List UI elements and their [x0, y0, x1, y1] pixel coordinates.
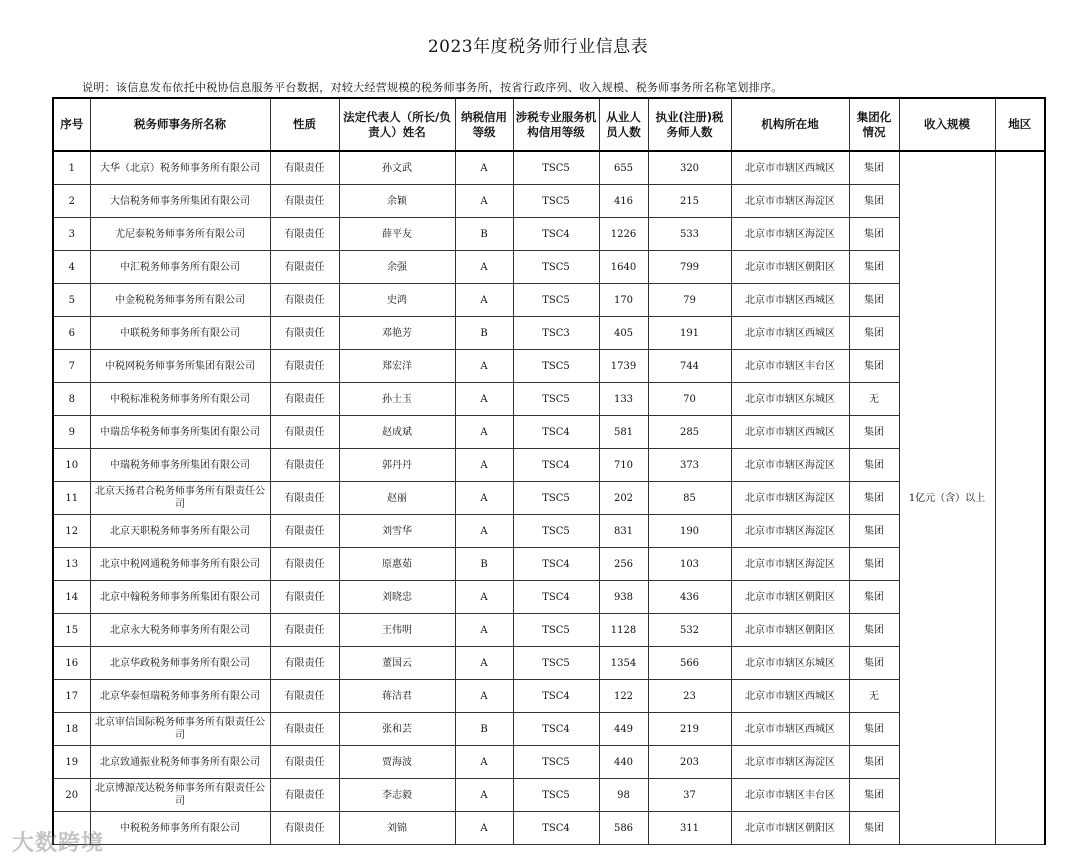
cell-name: 北京永大税务师事务所有限公司: [90, 614, 270, 647]
cell-staff: 586: [599, 812, 648, 845]
cell-rep: 郑宏洋: [339, 350, 455, 383]
cell-cpa: 320: [648, 151, 731, 185]
cell-seq: 9: [53, 416, 90, 449]
cell-seq: 20: [53, 779, 90, 812]
cell-staff: 416: [599, 185, 648, 218]
cell-nature: 有限责任: [270, 151, 339, 185]
cell-staff: 710: [599, 449, 648, 482]
cell-seq: 18: [53, 713, 90, 746]
cell-location: 北京市市辖区西城区: [731, 317, 849, 350]
table-row: [53, 812, 1045, 845]
cell-cpa: 79: [648, 284, 731, 317]
header-location: 机构所在地: [731, 98, 849, 151]
cell-staff: 1226: [599, 218, 648, 251]
cell-nature: 有限责任: [270, 449, 339, 482]
cell-name: 中税网税务师事务所集团有限公司: [90, 350, 270, 383]
cell-credit: A: [455, 581, 513, 614]
cell-location: 北京市市辖区朝阳区: [731, 812, 849, 845]
table-row: [53, 185, 1045, 218]
cell-nature: 有限责任: [270, 317, 339, 350]
cell-rep: 郭丹丹: [339, 449, 455, 482]
cell-credit: A: [455, 779, 513, 812]
cell-credit: A: [455, 350, 513, 383]
cell-nature: 有限责任: [270, 251, 339, 284]
cell-rep: 刘雪华: [339, 515, 455, 548]
cell-staff: 202: [599, 482, 648, 515]
cell-tsc: TSC5: [513, 151, 599, 185]
cell-seq: 2: [53, 185, 90, 218]
cell-seq: 7: [53, 350, 90, 383]
cell-seq: 16: [53, 647, 90, 680]
cell-tsc: TSC4: [513, 449, 599, 482]
cell-rep: 史鸿: [339, 284, 455, 317]
cell-name: 中金税税务师事务所有限公司: [90, 284, 270, 317]
cell-nature: 有限责任: [270, 614, 339, 647]
info-table: [52, 97, 1046, 845]
cell-location: 北京市市辖区海淀区: [731, 746, 849, 779]
cell-nature: 有限责任: [270, 416, 339, 449]
cell-rep: 赵成斌: [339, 416, 455, 449]
cell-location: 北京市市辖区海淀区: [731, 218, 849, 251]
header-region: 地区: [995, 98, 1045, 151]
cell-nature: 有限责任: [270, 812, 339, 845]
cell-cpa: 799: [648, 251, 731, 284]
cell-seq: 5: [53, 284, 90, 317]
cell-rep: 刘锦: [339, 812, 455, 845]
cell-cpa: 190: [648, 515, 731, 548]
cell-credit: A: [455, 614, 513, 647]
cell-tsc: TSC4: [513, 581, 599, 614]
cell-group: 集团: [849, 647, 899, 680]
cell-nature: 有限责任: [270, 581, 339, 614]
cell-seq: 15: [53, 614, 90, 647]
cell-location: 北京市市辖区西城区: [731, 680, 849, 713]
cell-credit: A: [455, 812, 513, 845]
cell-staff: 1640: [599, 251, 648, 284]
cell-name: 尤尼泰税务师事务所有限公司: [90, 218, 270, 251]
table-row: [53, 482, 1045, 515]
cell-seq: 1: [53, 151, 90, 185]
cell-staff: 256: [599, 548, 648, 581]
cell-group: 集团: [849, 284, 899, 317]
cell-rep: 薛平友: [339, 218, 455, 251]
cell-location: 北京市市辖区海淀区: [731, 515, 849, 548]
cell-location: 北京市市辖区丰台区: [731, 350, 849, 383]
cell-nature: 有限责任: [270, 680, 339, 713]
cell-location: 北京市市辖区海淀区: [731, 185, 849, 218]
cell-location: 北京市市辖区西城区: [731, 151, 849, 185]
cell-group: 集团: [849, 614, 899, 647]
cell-nature: 有限责任: [270, 713, 339, 746]
table-header-row: [53, 98, 1045, 151]
cell-credit: A: [455, 284, 513, 317]
cell-staff: 938: [599, 581, 648, 614]
cell-seq: 13: [53, 548, 90, 581]
cell-seq: 4: [53, 251, 90, 284]
cell-credit: A: [455, 515, 513, 548]
cell-nature: 有限责任: [270, 218, 339, 251]
cell-cpa: 103: [648, 548, 731, 581]
page-title: 2023年度税务师行业信息表: [427, 37, 649, 57]
cell-group: 集团: [849, 151, 899, 185]
table-body: [53, 151, 1045, 845]
cell-cpa: 436: [648, 581, 731, 614]
table-row: [53, 284, 1045, 317]
cell-nature: 有限责任: [270, 482, 339, 515]
cell-staff: 655: [599, 151, 648, 185]
cell-group: 集团: [849, 548, 899, 581]
cell-seq: 6: [53, 317, 90, 350]
cell-tsc: TSC5: [513, 185, 599, 218]
table-row: [53, 548, 1045, 581]
cell-rep: 刘晓忠: [339, 581, 455, 614]
cell-seq: 19: [53, 746, 90, 779]
cell-name: 北京致通振业税务师事务所有限公司: [90, 746, 270, 779]
cell-staff: 405: [599, 317, 648, 350]
cell-nature: 有限责任: [270, 350, 339, 383]
cell-name: 中联税务师事务所有限公司: [90, 317, 270, 350]
table-row: [53, 317, 1045, 350]
table-row: [53, 218, 1045, 251]
cell-group: 集团: [849, 185, 899, 218]
header-credit: 纳税信用等级: [455, 98, 513, 151]
cell-name: 北京审信国际税务师事务所有限责任公司: [90, 713, 270, 746]
cell-income-scale: 1亿元（含）以上: [899, 151, 995, 845]
cell-rep: 董国云: [339, 647, 455, 680]
cell-cpa: 533: [648, 218, 731, 251]
cell-credit: A: [455, 449, 513, 482]
cell-location: 北京市市辖区海淀区: [731, 482, 849, 515]
cell-rep: 余颖: [339, 185, 455, 218]
cell-rep: 原惠茹: [339, 548, 455, 581]
cell-staff: 122: [599, 680, 648, 713]
cell-rep: 蒋洁君: [339, 680, 455, 713]
cell-location: 北京市市辖区朝阳区: [731, 581, 849, 614]
cell-rep: 孙士玉: [339, 383, 455, 416]
cell-credit: A: [455, 647, 513, 680]
cell-nature: 有限责任: [270, 548, 339, 581]
cell-rep: 贾海波: [339, 746, 455, 779]
header-rep: 法定代表人（所长/负责人）姓名: [339, 98, 455, 151]
cell-credit: B: [455, 713, 513, 746]
cell-cpa: 373: [648, 449, 731, 482]
cell-seq: 14: [53, 581, 90, 614]
cell-group: 集团: [849, 581, 899, 614]
cell-group: 集团: [849, 482, 899, 515]
cell-tsc: TSC5: [513, 647, 599, 680]
cell-location: 北京市市辖区东城区: [731, 647, 849, 680]
cell-cpa: 744: [648, 350, 731, 383]
cell-staff: 1128: [599, 614, 648, 647]
cell-group: 集团: [849, 218, 899, 251]
cell-name: 北京中翰税务师事务所集团有限公司: [90, 581, 270, 614]
cell-nature: 有限责任: [270, 647, 339, 680]
cell-tsc: TSC5: [513, 284, 599, 317]
cell-group: 无: [849, 680, 899, 713]
cell-tsc: TSC5: [513, 482, 599, 515]
cell-cpa: 191: [648, 317, 731, 350]
cell-rep: 王伟明: [339, 614, 455, 647]
cell-name: 中税税务师事务所有限公司: [90, 812, 270, 845]
cell-name: 北京博源茂达税务师事务所有限责任公司: [90, 779, 270, 812]
cell-rep: 孙文武: [339, 151, 455, 185]
cell-staff: 581: [599, 416, 648, 449]
cell-cpa: 566: [648, 647, 731, 680]
cell-group: 集团: [849, 251, 899, 284]
cell-nature: 有限责任: [270, 284, 339, 317]
cell-cpa: 311: [648, 812, 731, 845]
cell-rep: 余强: [339, 251, 455, 284]
cell-location: 北京市市辖区海淀区: [731, 449, 849, 482]
cell-location: 北京市市辖区西城区: [731, 416, 849, 449]
cell-seq: 17: [53, 680, 90, 713]
cell-group: 集团: [849, 746, 899, 779]
cell-cpa: 203: [648, 746, 731, 779]
table-row: [53, 350, 1045, 383]
header-staff: 从业人员人数: [599, 98, 648, 151]
cell-name: 北京中税网通税务师事务所有限公司: [90, 548, 270, 581]
cell-location: 北京市市辖区丰台区: [731, 779, 849, 812]
table-row: [53, 251, 1045, 284]
cell-cpa: 70: [648, 383, 731, 416]
cell-group: 集团: [849, 449, 899, 482]
cell-tsc: TSC4: [513, 812, 599, 845]
cell-group: 集团: [849, 317, 899, 350]
cell-staff: 170: [599, 284, 648, 317]
table-row: [53, 151, 1045, 185]
header-name: 税务师事务所名称: [90, 98, 270, 151]
cell-seq: 11: [53, 482, 90, 515]
table-row: [53, 614, 1045, 647]
watermark-logo: 大数跨境: [12, 831, 105, 856]
cell-tsc: TSC5: [513, 515, 599, 548]
cell-location: 北京市市辖区东城区: [731, 383, 849, 416]
table-row: [53, 383, 1045, 416]
table-row: [53, 680, 1045, 713]
cell-staff: 831: [599, 515, 648, 548]
cell-name: 北京华政税务师事务所有限公司: [90, 647, 270, 680]
cell-name: 中瑞岳华税务师事务所集团有限公司: [90, 416, 270, 449]
cell-location: 北京市市辖区西城区: [731, 284, 849, 317]
cell-cpa: 23: [648, 680, 731, 713]
cell-tsc: TSC5: [513, 251, 599, 284]
cell-name: 大华（北京）税务师事务所有限公司: [90, 151, 270, 185]
cell-group: 集团: [849, 515, 899, 548]
cell-credit: A: [455, 251, 513, 284]
cell-credit: A: [455, 416, 513, 449]
table-row: [53, 581, 1045, 614]
cell-seq: 12: [53, 515, 90, 548]
cell-name: 大信税务师事务所集团有限公司: [90, 185, 270, 218]
cell-credit: B: [455, 317, 513, 350]
cell-cpa: 285: [648, 416, 731, 449]
cell-credit: B: [455, 548, 513, 581]
cell-tsc: TSC5: [513, 350, 599, 383]
cell-credit: A: [455, 482, 513, 515]
cell-name: 北京华泰恒瑞税务师事务所有限公司: [90, 680, 270, 713]
cell-credit: A: [455, 185, 513, 218]
cell-location: 北京市市辖区朝阳区: [731, 251, 849, 284]
cell-rep: 张和芸: [339, 713, 455, 746]
cell-location: 北京市市辖区海淀区: [731, 548, 849, 581]
cell-region: [995, 151, 1045, 845]
header-nature: 性质: [270, 98, 339, 151]
header-cpa: 执业(注册)税务师人数: [648, 98, 731, 151]
cell-tsc: TSC4: [513, 218, 599, 251]
cell-group: 集团: [849, 779, 899, 812]
cell-name: 中税标准税务师事务所有限公司: [90, 383, 270, 416]
cell-cpa: 85: [648, 482, 731, 515]
table-row: [53, 449, 1045, 482]
cell-nature: 有限责任: [270, 779, 339, 812]
cell-tsc: TSC5: [513, 779, 599, 812]
cell-name: 中瑞税务师事务所集团有限公司: [90, 449, 270, 482]
cell-tsc: TSC3: [513, 317, 599, 350]
cell-group: 无: [849, 383, 899, 416]
cell-rep: 邓艳芳: [339, 317, 455, 350]
cell-nature: 有限责任: [270, 515, 339, 548]
cell-tsc: TSC4: [513, 548, 599, 581]
table-row: [53, 416, 1045, 449]
cell-name: 北京天扬君合税务师事务所有限责任公司: [90, 482, 270, 515]
table-row: [53, 713, 1045, 746]
table-row: [53, 779, 1045, 812]
cell-group: 集团: [849, 416, 899, 449]
cell-tsc: TSC4: [513, 680, 599, 713]
description-note: 说明：该信息发布依托中税协信息服务平台数据，对较大经营规模的税务师事务所，按省行政序列、收入规模、税务师事务所名称笔划排序。: [82, 81, 783, 94]
table-row: [53, 647, 1045, 680]
cell-group: 集团: [849, 812, 899, 845]
cell-seq: 10: [53, 449, 90, 482]
cell-staff: 98: [599, 779, 648, 812]
table-row: [53, 515, 1045, 548]
cell-tsc: TSC5: [513, 746, 599, 779]
cell-credit: A: [455, 680, 513, 713]
cell-rep: 李志毅: [339, 779, 455, 812]
cell-credit: A: [455, 746, 513, 779]
cell-location: 北京市市辖区西城区: [731, 713, 849, 746]
header-income: 收入规模: [899, 98, 995, 151]
cell-credit: A: [455, 151, 513, 185]
cell-rep: 赵丽: [339, 482, 455, 515]
cell-tsc: TSC5: [513, 614, 599, 647]
cell-cpa: 532: [648, 614, 731, 647]
cell-staff: 133: [599, 383, 648, 416]
cell-tsc: TSC4: [513, 713, 599, 746]
cell-staff: 449: [599, 713, 648, 746]
cell-staff: 1354: [599, 647, 648, 680]
table-row: [53, 746, 1045, 779]
cell-tsc: TSC4: [513, 416, 599, 449]
header-group: 集团化情况: [849, 98, 899, 151]
cell-cpa: 37: [648, 779, 731, 812]
cell-seq: 3: [53, 218, 90, 251]
cell-name: 北京天职税务师事务所有限公司: [90, 515, 270, 548]
cell-seq: 8: [53, 383, 90, 416]
cell-nature: 有限责任: [270, 383, 339, 416]
cell-staff: 1739: [599, 350, 648, 383]
header-seq: 序号: [53, 98, 90, 151]
cell-name: 中汇税务师事务所有限公司: [90, 251, 270, 284]
header-tsc: 涉税专业服务机构信用等级: [513, 98, 599, 151]
cell-staff: 440: [599, 746, 648, 779]
cell-credit: A: [455, 383, 513, 416]
cell-group: 集团: [849, 713, 899, 746]
cell-location: 北京市市辖区朝阳区: [731, 614, 849, 647]
cell-group: 集团: [849, 350, 899, 383]
cell-credit: B: [455, 218, 513, 251]
cell-nature: 有限责任: [270, 746, 339, 779]
cell-cpa: 219: [648, 713, 731, 746]
cell-tsc: TSC5: [513, 383, 599, 416]
cell-nature: 有限责任: [270, 185, 339, 218]
cell-cpa: 215: [648, 185, 731, 218]
